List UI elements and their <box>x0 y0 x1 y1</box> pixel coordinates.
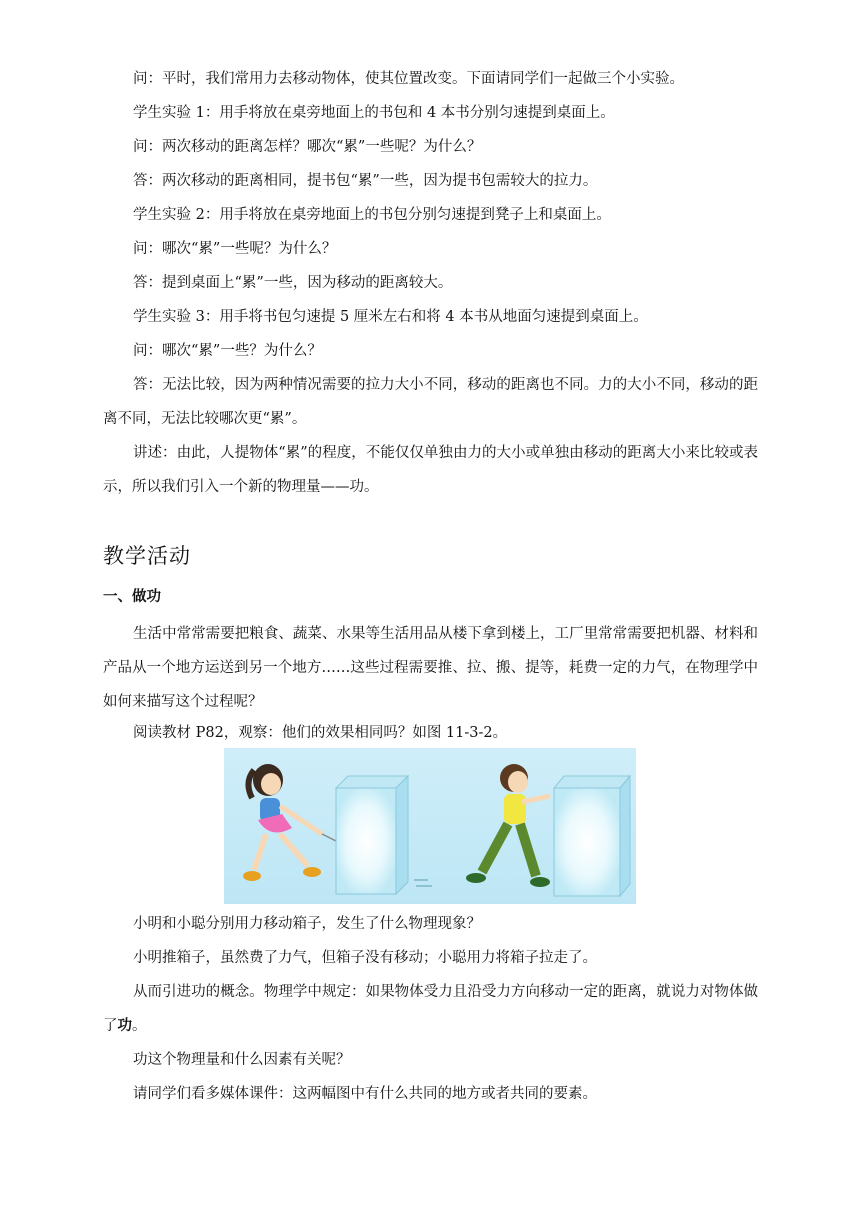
box-left <box>336 776 408 894</box>
paragraph: 请同学们看多媒体课件：这两幅图中有什么共同的地方或者共同的要素。 <box>133 1086 597 1102</box>
subsection-title: 一、做功 <box>103 589 161 605</box>
definition-end: 。 <box>132 1018 147 1034</box>
term-work: 功 <box>117 1017 132 1034</box>
paragraph: 问：哪次“累”一些呢？为什么？ <box>133 241 337 257</box>
paragraph: 答：提到桌面上“累”一些，因为移动的距离较大。 <box>133 275 453 291</box>
definition-paragraph <box>103 975 758 1043</box>
figure-illustration <box>224 748 636 904</box>
paragraph: 答：无法比较，因为两种情况需要的拉力大小不同，移动的距离也不同。力的大小不同，移动的距离不同，无法比较哪次更“累”。 <box>103 377 758 427</box>
paragraph: 学生实验 2：用手将放在桌旁地面上的书包分别匀速提到凳子上和桌面上。 <box>133 207 611 223</box>
motion-lines <box>414 880 432 886</box>
paragraph: 问：平时，我们常用力去移动物体，使其位置改变。下面请同学们一起做三个小实验。 <box>133 71 684 87</box>
paragraph: 小明推箱子，虽然费了力气，但箱子没有移动；小聪用力将箱子拉走了。 <box>133 950 597 966</box>
paragraph: 生活中常常需要把粮食、蔬菜、水果等生活用品从楼下拿到楼上，工厂里常常需要把机器、材料和产品从一个地方运送到另一个地方……这些过程需要推、拉、搬、提等，耗费一定的力气，在物理学中如何来描写这个过程呢？ <box>103 626 758 710</box>
paragraph: 阅读教材 P82，观察：他们的效果相同吗？如图 11-3-2。 <box>133 725 508 741</box>
figure-11-3-2 <box>224 748 636 904</box>
boy-figure <box>466 764 550 887</box>
paragraph: 小明和小聪分别用力移动箱子，发生了什么物理现象？ <box>133 916 481 932</box>
paragraph: 答：两次移动的距离相同，提书包“累”一些，因为提书包需较大的拉力。 <box>133 173 598 189</box>
paragraph: 讲述：由此，人提物体“累”的程度，不能仅仅单独由力的大小或单独由移动的距离大小来比较或表示，所以我们引入一个新的物理量——功。 <box>103 445 758 495</box>
paragraph: 学生实验 3：用手将书包匀速提 5 厘米左右和将 4 本书从地面匀速提到桌面上。 <box>133 309 648 325</box>
girl-figure <box>243 764 322 881</box>
section-title: 教学活动 <box>103 544 191 568</box>
paragraph: 功这个物理量和什么因素有关呢？ <box>133 1052 351 1068</box>
box-right <box>554 776 630 896</box>
definition-text: 从而引进功的概念。物理学中规定：如果物体受力且沿受力方向移动一定的距离，就说力对物体做了 <box>103 984 758 1034</box>
paragraph: 学生实验 1：用手将放在桌旁地面上的书包和 4 本书分别匀速提到桌面上。 <box>133 105 615 121</box>
paragraph: 问：哪次“累”一些？为什么？ <box>133 343 322 359</box>
paragraph: 问：两次移动的距离怎样？哪次“累”一些呢？为什么？ <box>133 139 482 155</box>
